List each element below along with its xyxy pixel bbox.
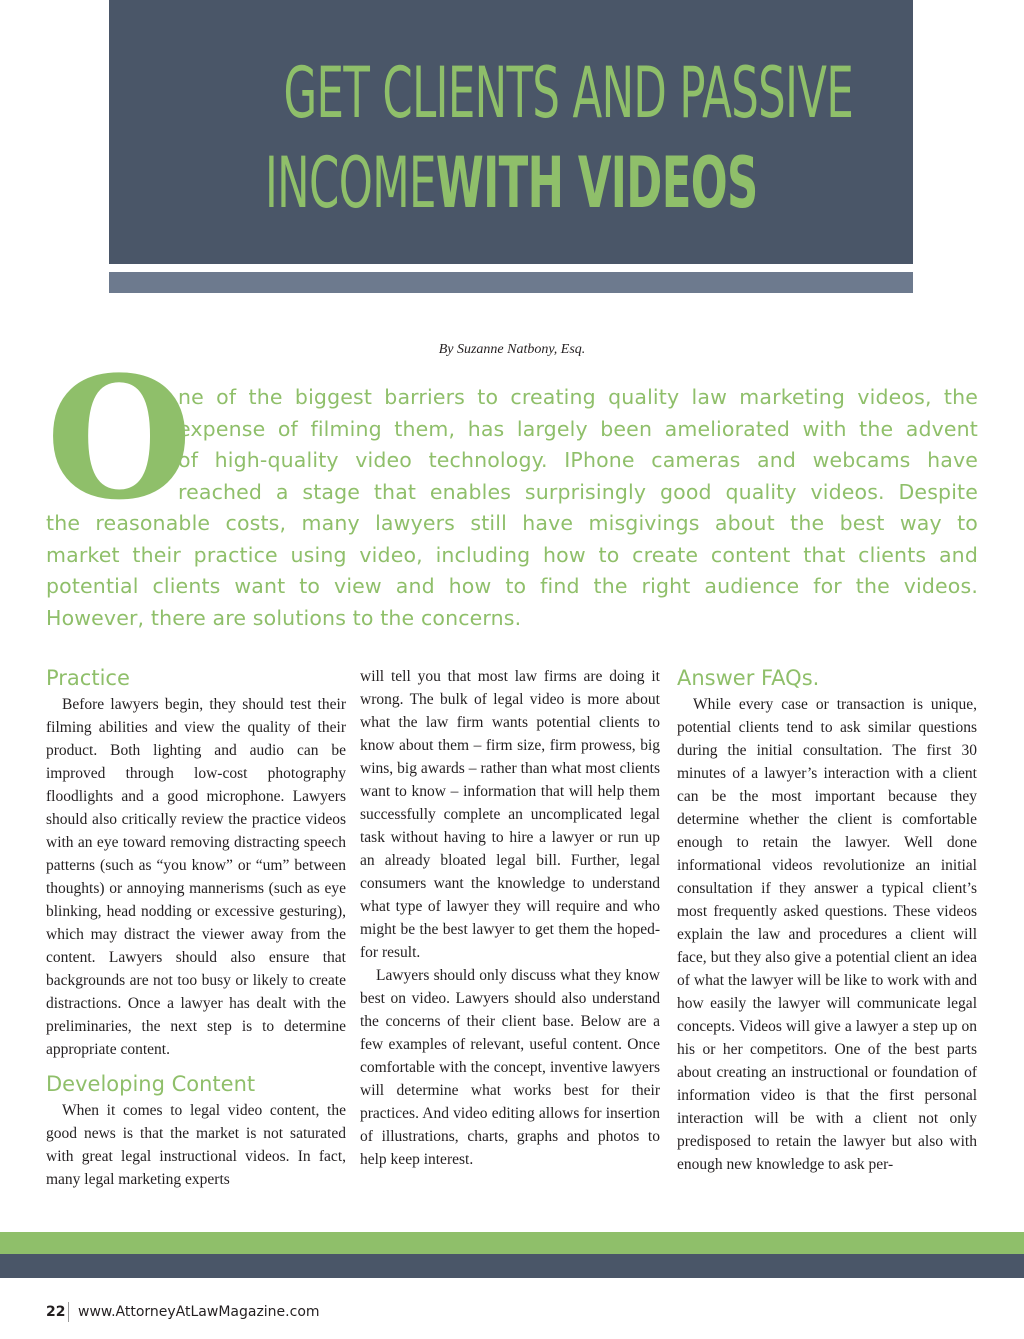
body-paragraph: Before lawyers begin, they should test their filming abilities and view the quality of their product. Both lighting and audio can be improved through low-cost photography floodlights and a good microphone. Lawyers should also critically review the practice videos with an eye toward removing distracting speech patterns (such as “you know” or “um” between thoughts) or annoying mannerisms (such as eye blinking, head nodding or excessive gesturing), which may distract the viewer away from the content. Lawyers should also ensure that backgrounds are not too busy or likely to create distractions. Once a lawyer has dealt with the preliminaries, the next step is to determine appropriate content. (46, 696, 346, 1058)
lead-line: potential clients want to view and how to find the right audience for the videos. (46, 574, 978, 598)
body-paragraph: will tell you that most law firms are doing it wrong. The bulk of legal video is more about what the law firm wants potential clients to know about them – firm size, firm prowess, big wins, big awards – rather than what most clients want to know – information that will help them successfully complete an uncomplicated legal task without having to hire a lawyer or run up an already bloated legal bill. Further, legal consumers want the knowledge to understand what type of lawyer they will require and who might be the best lawyer to get them the hoped-for result. (360, 668, 660, 961)
lead-line: reached a stage that enables surprisingly good quality videos. Despite (178, 479, 978, 504)
title-line-2-bold: WITH VIDEOS (435, 142, 758, 224)
column-3 (677, 665, 977, 1176)
lead-line: ne of the biggest barriers to creating quality law marketing videos, the (178, 385, 978, 409)
section-heading-answer-faqs: Answer FAQs. (677, 666, 820, 690)
body-paragraph: While every case or transaction is unique, potential clients tend to ask similar questions during the initial consultation. The first 30 minutes of a lawyer’s interaction with a client can be the most important because they determine whether the client is comfortable enough to retain the lawyer. Well done informational videos revolutionize an initial consultation if they answer a typical client’s most frequently asked questions. These videos explain the law and procedures a client will face, but they also give a potential client an idea of what the lawyer will be like to work with and how easily the lawyer will communicate legal concepts. Videos will give a lawyer a step up on his or her competitors. One of the best parts about creating an instructional or foundation of information video is that the first personal interaction will be with a client not only predisposed to retain the lawyer but also with enough new knowledge to ask per- (677, 696, 977, 1173)
byline: By Suzanne Natbony, Esq. (438, 342, 586, 357)
body-paragraph: When it comes to legal video content, the good news is that the market is not saturated with great legal instructional videos. In fact, many legal marketing experts (46, 1102, 346, 1188)
lead-paragraph (46, 382, 978, 634)
column-2 (360, 665, 660, 1171)
footer-divider (68, 1302, 69, 1322)
magazine-website: www.AttorneyAtLawMagazine.com (78, 1304, 320, 1320)
column-1 (46, 665, 346, 1191)
article-title (109, 48, 913, 228)
title-line-2-light: INCOME (264, 142, 436, 224)
header-underline-bar (109, 272, 913, 293)
section-heading-practice: Practice (46, 666, 130, 690)
footer-navy-band (0, 1254, 1024, 1278)
body-paragraph: Lawyers should only discuss what they know best on video. Lawyers should also understand the concerns of their client base. Below are a few examples of relevant, useful content. Once comfortable with the concept, inventive lawyers will determine what works best for their practices. And video editing allows for insertion of illustrations, charts, graphs and photos to help keep interest. (360, 967, 660, 1168)
lead-line: However, there are solutions to the concerns. (46, 605, 522, 630)
drop-cap: O (46, 339, 193, 537)
lead-line: expense of filming them, has largely been ameliorated with the advent (178, 416, 978, 441)
lead-line: market their practice using video, including how to create content that clients and (46, 542, 978, 567)
title-line-1: GET CLIENTS AND PASSIVE (283, 52, 854, 134)
lead-line: of high-quality video technology. IPhone cameras and webcams have (178, 448, 978, 472)
lead-line: the reasonable costs, many lawyers still have misgivings about the best way to (46, 511, 978, 535)
section-heading-developing-content: Developing Content (46, 1072, 256, 1096)
footer-green-band (0, 1232, 1024, 1254)
page-number: 22 (46, 1304, 66, 1320)
